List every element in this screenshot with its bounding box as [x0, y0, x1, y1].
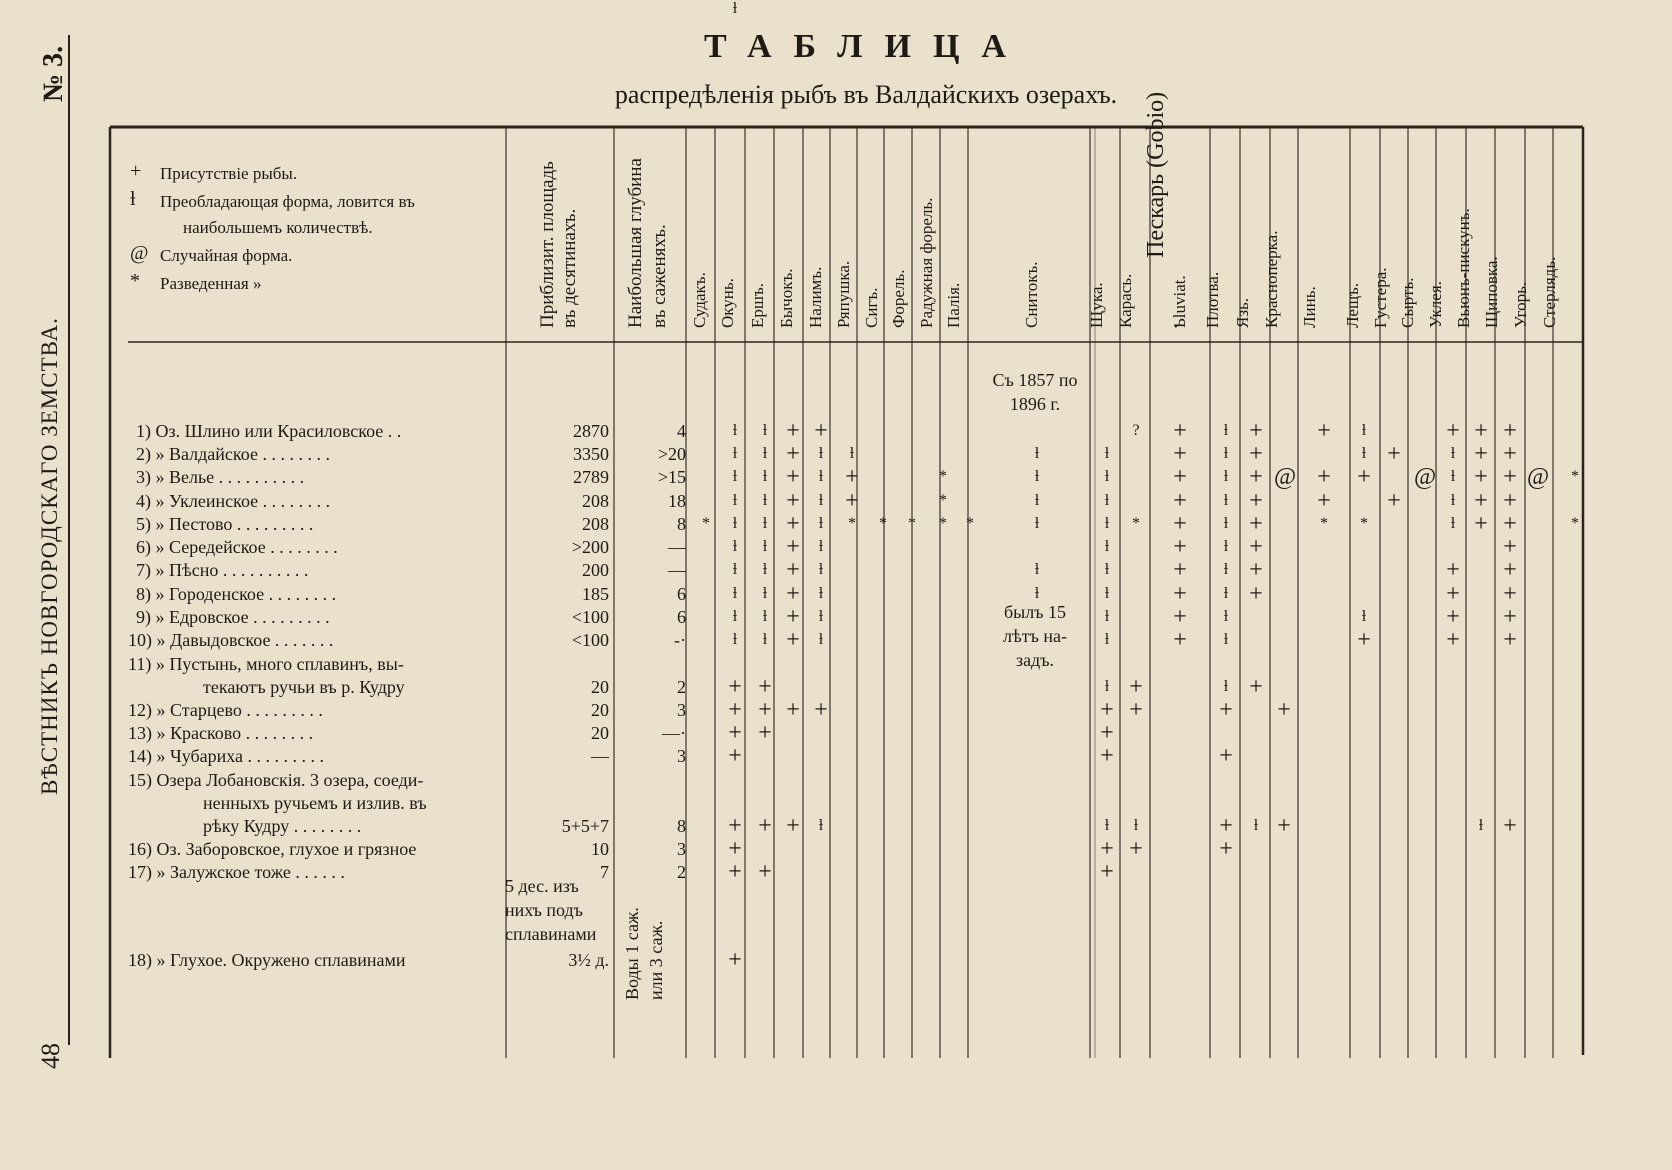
presence-mark: ƚ [1361, 422, 1367, 439]
presence-mark: + [786, 604, 800, 630]
glukhoe-depth-note: Воды 1 саж. или 3 саж. [622, 907, 666, 1000]
lake-area: 7 [600, 862, 609, 882]
presence-mark: ƚ [1223, 561, 1229, 578]
lake-area: 20 [591, 677, 609, 697]
presence-mark: ƚ [762, 515, 768, 532]
presence-mark: ƚ [1104, 608, 1110, 625]
presence-mark: ƚ [818, 631, 824, 648]
legend-symbol: @ [130, 242, 149, 264]
presence-mark: ƚ [1450, 468, 1456, 485]
lake-depth: 2 [677, 677, 686, 697]
presence-mark: + [786, 627, 800, 653]
header-fish: Форель. [889, 269, 908, 328]
presence-mark: ƚ [1450, 445, 1456, 462]
lake-depth: -· [674, 630, 686, 650]
presence-mark: + [786, 441, 800, 467]
header-fish: Щиповка. [1482, 256, 1501, 328]
lake-name: 5) » Пестово . . . . . . . . . [136, 514, 314, 534]
presence-mark: ƚ [818, 445, 824, 462]
presence-mark: @ [1414, 464, 1437, 490]
presence-mark: + [1219, 836, 1233, 862]
header-fish: Плотва. [1203, 271, 1222, 328]
presence-mark: ? [1132, 422, 1140, 439]
presence-mark: + [758, 720, 772, 746]
header-fish: Уклея. [1426, 281, 1445, 328]
presence-mark: + [786, 534, 800, 560]
lake-name: 16) Оз. Заборовское, глухое и грязное [128, 839, 417, 859]
presence-mark: ƚ [1104, 585, 1110, 602]
presence-mark: + [1249, 511, 1263, 537]
header-fish: Лещъ. [1343, 282, 1362, 328]
lake-depth: >20 [657, 444, 686, 464]
lake-depth: 4 [677, 421, 686, 441]
lake-depth: 8 [677, 816, 686, 836]
presence-mark: + [1173, 511, 1187, 537]
presence-mark: + [1387, 441, 1401, 467]
presence-mark: + [1474, 441, 1488, 467]
presence-mark: + [814, 418, 828, 444]
presence-mark: ƚ [732, 0, 738, 17]
table-subtitle: распредѣленія рыбъ въ Валдайскихъ озерахъ. [614, 80, 1118, 109]
header-fish: Линь. [1300, 286, 1319, 328]
header-depth: Наибольшая глубина [625, 158, 646, 328]
presence-mark: ƚ [818, 515, 824, 532]
presence-mark: + [1503, 581, 1517, 607]
lake-name: 9) » Едровское . . . . . . . . . [136, 607, 330, 627]
lake-name: 7) » Пѣсно . . . . . . . . . . [136, 560, 309, 580]
presence-mark: + [1173, 557, 1187, 583]
header-fish: Ряпушка. [834, 260, 853, 328]
presence-mark: ƚ [1223, 585, 1229, 602]
presence-mark: + [1317, 464, 1331, 490]
lake-depth: 6 [677, 607, 686, 627]
presence-mark: + [1503, 627, 1517, 653]
presence-mark: + [1503, 441, 1517, 467]
presence-mark: ƚ [1104, 561, 1110, 578]
lake-depth: — [668, 537, 686, 557]
header-fish: Пескарь (Gobio) [1143, 91, 1169, 258]
presence-mark: + [1249, 418, 1263, 444]
header-fish: Угорь. [1511, 281, 1530, 328]
lake-area: <100 [571, 607, 609, 627]
presence-mark: + [1173, 488, 1187, 514]
presence-mark: + [1317, 488, 1331, 514]
header-fish: Бычокъ. [777, 268, 796, 328]
lake-area: <100 [571, 630, 609, 650]
presence-mark: + [1446, 581, 1460, 607]
lake-name: 2) » Валдайское . . . . . . . . [136, 444, 330, 464]
lake-name: 18) » Глухое. Окружено сплавинами [128, 950, 406, 970]
presence-mark: ƚ [818, 585, 824, 602]
presence-mark: + [1503, 464, 1517, 490]
header-fish: Судакъ. [690, 272, 709, 328]
presence-mark: + [1249, 674, 1263, 700]
presence-mark: ƚ [732, 631, 738, 648]
header-fish: Краснoперка. [1262, 230, 1281, 328]
lake-name: 14) » Чубариха . . . . . . . . . [128, 746, 324, 766]
presence-mark: + [1474, 418, 1488, 444]
presence-mark: + [814, 697, 828, 723]
lake-name: 6) » Середейское . . . . . . . . [136, 537, 338, 557]
presence-mark: ƚ [1104, 817, 1110, 834]
header-fish: Палія. [944, 282, 963, 328]
lake-area: 2789 [573, 467, 609, 487]
presence-mark: ƚ [732, 515, 738, 532]
lake-area: 20 [591, 700, 609, 720]
presence-mark: + [1100, 743, 1114, 769]
lake-name: 1) Оз. Шлино или Красиловское . . [136, 421, 402, 441]
lake-name: 3) » Велье . . . . . . . . . . [136, 467, 305, 487]
presence-mark: * [939, 515, 947, 532]
presence-mark: + [1503, 511, 1517, 537]
presence-mark: + [1173, 627, 1187, 653]
lake-depth: 18 [668, 491, 686, 511]
header-area-units: въ десятинахъ. [559, 208, 580, 328]
legend-symbol: ƚ [130, 188, 136, 210]
lake-area: — [591, 746, 609, 766]
presence-mark: ƚ [1223, 538, 1229, 555]
presence-mark: + [1219, 697, 1233, 723]
header-fish: Сигъ. [862, 287, 881, 328]
journal-title: ВѢСТНИКЪ НОВГОРОДСКАГО ЗЕМСТВА. [37, 317, 62, 795]
presence-mark: ƚ [732, 492, 738, 509]
lake-depth: 8 [677, 514, 686, 534]
presence-mark: + [1249, 441, 1263, 467]
presence-mark: ƚ [762, 608, 768, 625]
lake-name: 4) » Уклеинское . . . . . . . . [136, 491, 331, 511]
presence-mark: + [728, 674, 742, 700]
lake-area: 3½ д. [568, 950, 609, 970]
presence-mark: + [1317, 418, 1331, 444]
presence-mark: + [1503, 418, 1517, 444]
header-fish: Снитокъ. [1022, 261, 1041, 328]
presence-mark: + [786, 464, 800, 490]
lake-area: 5+5+7 [561, 816, 609, 836]
snitok-note-bottom: былъ 15 лѣтъ на- задъ. [1002, 602, 1068, 670]
presence-mark: + [1503, 557, 1517, 583]
snitok-note-top: Съ 1857 по 1896 г. [992, 370, 1078, 414]
presence-mark: ƚ [1223, 468, 1229, 485]
presence-mark: + [1219, 743, 1233, 769]
presence-mark: + [845, 488, 859, 514]
presence-mark: + [728, 947, 742, 973]
presence-mark: ƚ [732, 538, 738, 555]
presence-mark: * [1571, 468, 1579, 485]
presence-mark: ƚ [1104, 538, 1110, 555]
presence-mark: ƚ [1034, 585, 1040, 602]
presence-mark: + [1446, 604, 1460, 630]
header-fish: Щука. [1087, 282, 1106, 328]
presence-mark: ƚ [732, 468, 738, 485]
presence-mark: ƚ [1104, 468, 1110, 485]
presence-mark: + [1173, 464, 1187, 490]
header-fish: Язь. [1233, 297, 1252, 328]
header-fish: Ершъ. [748, 282, 767, 328]
presence-mark: + [1357, 627, 1371, 653]
legend-text: Присутствіе рыбы. [160, 164, 298, 183]
lake-area: 2870 [573, 421, 609, 441]
presence-mark: + [728, 720, 742, 746]
lake-depth: 2 [677, 862, 686, 882]
presence-mark: + [1173, 418, 1187, 444]
presence-mark: + [1173, 604, 1187, 630]
presence-mark: + [1277, 813, 1291, 839]
presence-mark: ƚ [762, 631, 768, 648]
presence-mark: ƚ [732, 422, 738, 439]
presence-mark: + [1474, 464, 1488, 490]
presence-mark: @ [1274, 464, 1297, 490]
presence-mark: ƚ [1223, 492, 1229, 509]
lake-area: 200 [582, 560, 609, 580]
presence-mark: + [1129, 697, 1143, 723]
issue-number: № 3. [38, 45, 69, 102]
legend-text: Разведенная » [160, 274, 262, 293]
presence-mark: ƚ [762, 492, 768, 509]
table-title: ТАБЛИЦА [704, 28, 1028, 65]
presence-mark: + [758, 859, 772, 885]
lake-area: 3350 [573, 444, 609, 464]
presence-mark: ƚ [732, 445, 738, 462]
lake-depth: —· [662, 723, 686, 743]
presence-mark: + [728, 743, 742, 769]
presence-mark: ƚ [1223, 678, 1229, 695]
presence-mark: * [1132, 515, 1140, 532]
presence-mark: ƚ [1034, 492, 1040, 509]
lake-depth: 3 [677, 746, 686, 766]
presence-mark: ƚ [1223, 445, 1229, 462]
lake-area: 208 [582, 491, 609, 511]
presence-mark: + [1503, 488, 1517, 514]
presence-mark: + [786, 511, 800, 537]
legend-text: Преобладающая форма, ловится въ [160, 192, 415, 211]
presence-mark: ƚ [1133, 817, 1139, 834]
presence-mark: + [1357, 464, 1371, 490]
header-fish: Налимъ. [806, 266, 825, 328]
presence-mark: ƚ [1450, 492, 1456, 509]
page-number: 48 [36, 1043, 65, 1069]
presence-mark: * [1360, 515, 1368, 532]
presence-mark: + [728, 859, 742, 885]
lake-name: ненныхъ ручьемъ и излив. въ [203, 793, 427, 813]
presence-mark: + [1503, 813, 1517, 839]
presence-mark: + [1100, 697, 1114, 723]
presence-mark: + [1100, 859, 1114, 885]
presence-mark: ƚ [818, 492, 824, 509]
presence-mark: ƚ [1034, 468, 1040, 485]
presence-mark: ƚ [1223, 631, 1229, 648]
header-fish: Стерлядь. [1540, 256, 1559, 328]
presence-mark: ƚ [1104, 631, 1110, 648]
presence-mark: ƚ [1104, 678, 1110, 695]
presence-mark: ƚ [849, 445, 855, 462]
presence-mark: ƚ [732, 585, 738, 602]
presence-mark: ƚ [818, 608, 824, 625]
lake-area: 20 [591, 723, 609, 743]
presence-mark: ƚ [818, 561, 824, 578]
presence-mark: + [786, 557, 800, 583]
presence-mark: ƚ [762, 445, 768, 462]
presence-mark: ƚ [762, 585, 768, 602]
presence-mark: ƚ [1361, 608, 1367, 625]
presence-mark: + [1249, 488, 1263, 514]
presence-mark: + [1446, 418, 1460, 444]
presence-mark: + [1100, 836, 1114, 862]
header-depth-units: въ саженяхъ. [649, 224, 670, 328]
presence-mark: * [966, 515, 974, 532]
header-fish: Ƅluviat. [1170, 275, 1189, 328]
presence-mark: * [908, 515, 916, 532]
presence-mark: + [1249, 534, 1263, 560]
presence-mark: ƚ [1104, 515, 1110, 532]
header-fish: Карась. [1116, 273, 1135, 328]
presence-mark: ƚ [1034, 515, 1040, 532]
presence-mark: ƚ [762, 422, 768, 439]
header-area: Приблизит. площадь [537, 161, 558, 328]
presence-mark: + [1249, 557, 1263, 583]
header-fish: Густера. [1371, 267, 1390, 328]
presence-mark: + [786, 418, 800, 444]
presence-mark: + [786, 697, 800, 723]
presence-mark: ƚ [1034, 561, 1040, 578]
presence-mark: ƚ [1253, 817, 1259, 834]
presence-mark: * [939, 468, 947, 485]
legend-text: Случайная форма. [160, 246, 293, 265]
presence-mark: * [848, 515, 856, 532]
presence-mark: + [1503, 604, 1517, 630]
presence-mark: ƚ [818, 538, 824, 555]
presence-mark: + [786, 581, 800, 607]
presence-mark: + [786, 813, 800, 839]
presence-mark: * [1320, 515, 1328, 532]
header-fish: Сырть. [1398, 277, 1417, 328]
glukhoe-area-note: 5 дес. изъ нихъ подъ сплавинами [505, 876, 597, 944]
presence-mark: + [1173, 441, 1187, 467]
lake-depth: — [668, 560, 686, 580]
presence-mark: + [1446, 557, 1460, 583]
presence-mark: + [728, 836, 742, 862]
presence-mark: + [1474, 511, 1488, 537]
presence-mark: + [728, 697, 742, 723]
presence-mark: ƚ [762, 561, 768, 578]
presence-mark: ƚ [732, 608, 738, 625]
presence-mark: ƚ [1104, 492, 1110, 509]
lake-name: 10) » Давыдовское . . . . . . . [128, 630, 334, 650]
header-fish: Вьюнъ-пискунъ. [1454, 208, 1473, 328]
header-fish: Окунь. [718, 278, 737, 328]
lake-name: 15) Озера Лобановскія. 3 озера, соеди- [128, 770, 424, 790]
lake-name: 12) » Старцево . . . . . . . . . [128, 700, 323, 720]
legend-symbol: + [130, 160, 142, 182]
lake-name: рѣку Кудру . . . . . . . . [203, 816, 362, 836]
presence-mark: + [728, 813, 742, 839]
lake-name: текаютъ ручьи въ р. Кудру [203, 677, 405, 697]
presence-mark: + [845, 464, 859, 490]
presence-mark: * [939, 492, 947, 509]
presence-mark: + [1277, 697, 1291, 723]
lake-depth: 6 [677, 584, 686, 604]
presence-mark: + [1249, 464, 1263, 490]
presence-mark: * [702, 515, 710, 532]
presence-mark: + [1446, 627, 1460, 653]
lake-name: 13) » Красково . . . . . . . . [128, 723, 314, 743]
legend-symbol: * [130, 270, 140, 292]
lake-name: 8) » Городенское . . . . . . . . [136, 584, 337, 604]
presence-mark: ƚ [762, 538, 768, 555]
presence-mark: ƚ [762, 468, 768, 485]
presence-mark: + [1219, 813, 1233, 839]
presence-mark: + [1173, 581, 1187, 607]
presence-mark: ƚ [818, 468, 824, 485]
presence-mark: + [786, 488, 800, 514]
presence-mark: ƚ [1034, 445, 1040, 462]
presence-mark: + [1129, 674, 1143, 700]
presence-mark: ƚ [732, 561, 738, 578]
lake-depth: 3 [677, 839, 686, 859]
presence-mark: @ [1527, 464, 1550, 490]
lake-name: 17) » Залужское тоже . . . . . . [128, 862, 345, 882]
lake-area: 10 [591, 839, 609, 859]
presence-mark: ƚ [1104, 445, 1110, 462]
presence-mark: ƚ [1223, 515, 1229, 532]
lake-depth: 3 [677, 700, 686, 720]
presence-mark: * [1571, 515, 1579, 532]
presence-mark: + [1100, 720, 1114, 746]
lake-depth: >15 [657, 467, 686, 487]
header-fish: Радужная форель. [917, 197, 936, 328]
presence-mark: + [1503, 534, 1517, 560]
presence-mark: * [879, 515, 887, 532]
presence-mark: + [758, 674, 772, 700]
legend-text: наибольшемъ количествѣ. [183, 218, 373, 237]
lake-area: >200 [571, 537, 609, 557]
presence-mark: + [1129, 836, 1143, 862]
lake-area: 185 [582, 584, 609, 604]
presence-mark: ƚ [1223, 422, 1229, 439]
presence-mark: ƚ [1450, 515, 1456, 532]
presence-mark: + [1173, 534, 1187, 560]
presence-mark: ƚ [818, 817, 824, 834]
lake-area: 208 [582, 514, 609, 534]
presence-mark: ƚ [1223, 608, 1229, 625]
presence-mark: ƚ [1361, 445, 1367, 462]
presence-mark: + [1474, 488, 1488, 514]
presence-mark: + [758, 697, 772, 723]
presence-mark: + [1387, 488, 1401, 514]
presence-mark: + [1249, 581, 1263, 607]
presence-mark: + [758, 813, 772, 839]
lake-name: 11) » Пустынь, много сплавинъ, вы- [128, 654, 404, 674]
presence-mark: ƚ [1478, 817, 1484, 834]
